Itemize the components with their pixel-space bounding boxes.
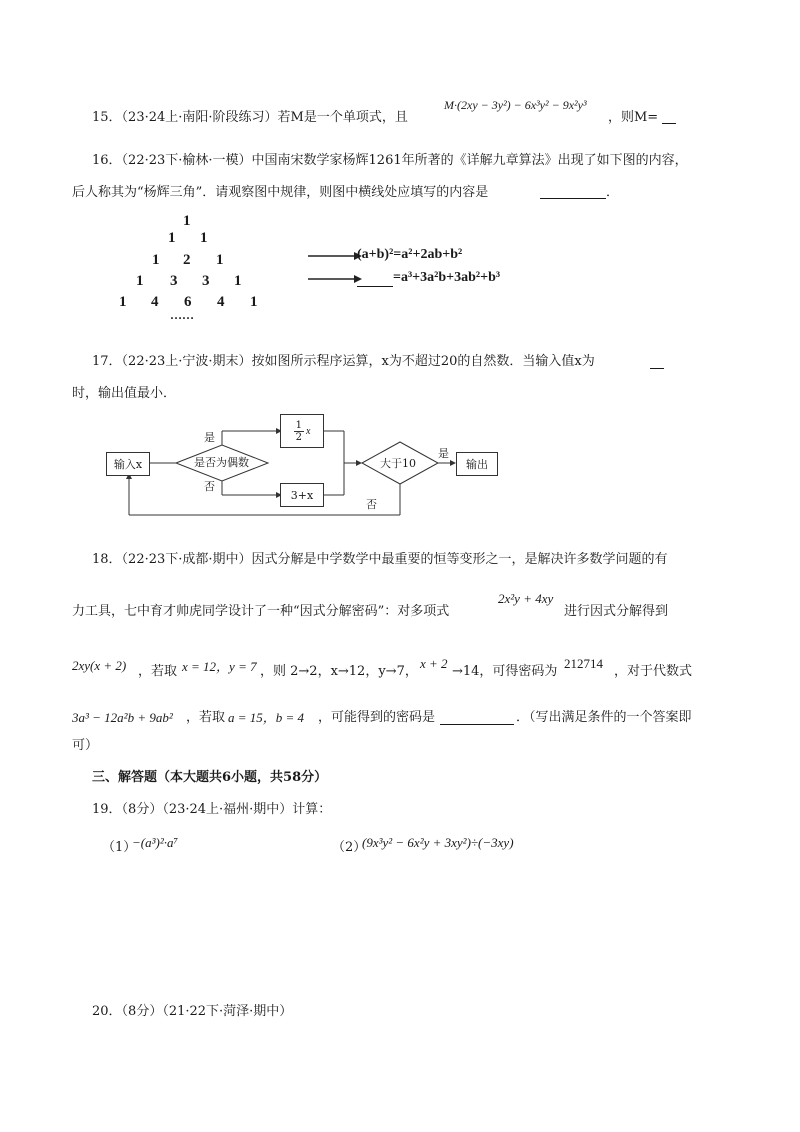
q16-line2-end: ． bbox=[606, 185, 620, 200]
triangle-cell: 1 bbox=[136, 273, 144, 289]
q15-number: 15． bbox=[92, 110, 122, 125]
flow-plus-box bbox=[280, 483, 324, 507]
q18-x-plus-2: x + 2 bbox=[420, 656, 448, 671]
flow-yes-label: 是 bbox=[204, 431, 215, 444]
flow-no-label: 否 bbox=[204, 480, 215, 493]
q18-l3c: →14，可得密码为 bbox=[452, 664, 558, 679]
q18-number: 18． bbox=[92, 552, 122, 567]
q18-values2: a = 15，b = 4 bbox=[228, 710, 305, 725]
flow-half-denominator: 2 bbox=[295, 431, 302, 443]
flow-no2-label: 否 bbox=[366, 498, 377, 511]
triangle-cell: 1 bbox=[119, 294, 127, 310]
q16-line2: 后人称其为“杨辉三角”．请观察图中规律，则图中横线处应填写的内容是 bbox=[72, 185, 489, 200]
binomial-square: (a+b)²=a²+2ab+b² bbox=[357, 247, 463, 262]
triangle-cell: 3 bbox=[202, 273, 210, 289]
q17-number: 17． bbox=[92, 354, 122, 369]
flow-input-label: 输入x bbox=[113, 458, 143, 471]
q18-line2a: 力工具，七中育才帅虎同学设计了一种“因式分解密码”：对多项式 bbox=[72, 604, 450, 619]
flow-half-variable: x bbox=[305, 425, 311, 437]
q19-title: 19．（8分）（23·24上·福州·期中）计算： bbox=[92, 802, 332, 817]
q15-text: 15．（23·24上·南阳·阶段练习）若M是一个单项式，且 bbox=[92, 110, 408, 125]
q16-answer-blank[interactable] bbox=[540, 198, 606, 199]
triangle-cell: 1 bbox=[200, 230, 208, 246]
triangle-cell: 6 bbox=[184, 294, 192, 310]
q18-l3a: ，若取 bbox=[138, 664, 178, 679]
q18-factored: 2xy(x + 2) bbox=[72, 658, 127, 673]
binomial-cube: =a³+3a²b+3ab²+b³ bbox=[393, 270, 501, 285]
q19-part1-expression: −(a³)²·a⁷ bbox=[132, 835, 178, 850]
triangle-cell: 1 bbox=[152, 252, 160, 268]
triangle-cell: 4 bbox=[217, 294, 225, 310]
q18-l3d: ，对于代数式 bbox=[614, 664, 693, 679]
flow-half-numerator: 1 bbox=[295, 419, 302, 431]
q15-answer-blank[interactable] bbox=[662, 123, 676, 124]
triangle-dots: …… bbox=[170, 308, 194, 322]
q18-l4b: ，可能得到的密码是 bbox=[318, 710, 436, 725]
flow-plus-label: 3+x bbox=[290, 488, 314, 502]
triangle-cell: 4 bbox=[151, 294, 159, 310]
triangle-cell: 2 bbox=[183, 252, 191, 268]
q18-l4c: ．（写出满足条件的一个答案即 bbox=[516, 710, 692, 725]
q18-values: x = 12，y = 7 bbox=[182, 659, 257, 674]
q18-polynomial: 2x²y + 4xy bbox=[498, 591, 554, 606]
q18-line5: 可） bbox=[72, 738, 99, 753]
flow-half-box bbox=[280, 414, 324, 448]
q17-line1: 17．（22·23上·宁波·期末）按如图所示程序运算，x为不超过20的自然数．当输入值x为 bbox=[92, 354, 595, 369]
q17-answer-blank[interactable] bbox=[650, 368, 664, 369]
q16-number: 16． bbox=[92, 153, 122, 168]
q18-expression: 3a³ − 12a²b + 9ab² bbox=[72, 710, 173, 725]
q15-formula: M·(2xy − 3y²) − 6x³y² − 9x²y³ bbox=[444, 98, 587, 112]
q18-code: 212714 bbox=[564, 656, 603, 671]
triangle-cell: 1 bbox=[168, 230, 176, 246]
q18-l4a: ，若取 bbox=[186, 710, 226, 725]
triangle-cell: 3 bbox=[170, 273, 178, 289]
flow-compare-label: 大于10 bbox=[380, 457, 416, 470]
triangle-cell: 1 bbox=[234, 273, 242, 289]
q19-part2-expression: (9x³y² − 6x²y + 3xy²)÷(−3xy) bbox=[362, 835, 514, 850]
q18-l3b: ，则 2→2，x→12，y→7， bbox=[260, 664, 418, 679]
q20-title: 20．（8分）（21·22下·菏泽·期中） bbox=[92, 1004, 293, 1019]
triangle-cell: 1 bbox=[250, 294, 258, 310]
flow-output-box bbox=[456, 452, 498, 476]
q15-tail: ，则M= bbox=[608, 110, 659, 125]
flow-decision-label: 是否为偶数 bbox=[194, 456, 249, 469]
q19-part2-label: （2） bbox=[332, 840, 367, 855]
section-heading: 三、解答题（本大题共6小题，共58分） bbox=[92, 770, 328, 785]
triangle-cell: 1 bbox=[216, 252, 224, 268]
flow-input-box bbox=[106, 452, 150, 476]
triangle-row1: 1 bbox=[183, 213, 191, 229]
flow-yes2-label: 是 bbox=[438, 447, 449, 460]
binomial-cube-blank[interactable] bbox=[357, 286, 393, 287]
q18-answer-blank[interactable] bbox=[440, 724, 514, 725]
q19-part1-label: （1） bbox=[102, 840, 137, 855]
q18-line1: 18．（22·23下·成都·期中）因式分解是中学数学中最重要的恒等变形之一，是解决许多数学问题的有 bbox=[92, 552, 668, 567]
q17-line2: 时，输出值最小． bbox=[72, 386, 177, 401]
q16-line1: 16．（22·23下·榆林·一模）中国南宋数学家杨辉1261年所著的《详解九章算法》出现了如下图的内容， bbox=[92, 153, 688, 168]
q18-line2b: 进行因式分解得到 bbox=[564, 604, 669, 619]
flow-output-label: 输出 bbox=[466, 458, 488, 471]
